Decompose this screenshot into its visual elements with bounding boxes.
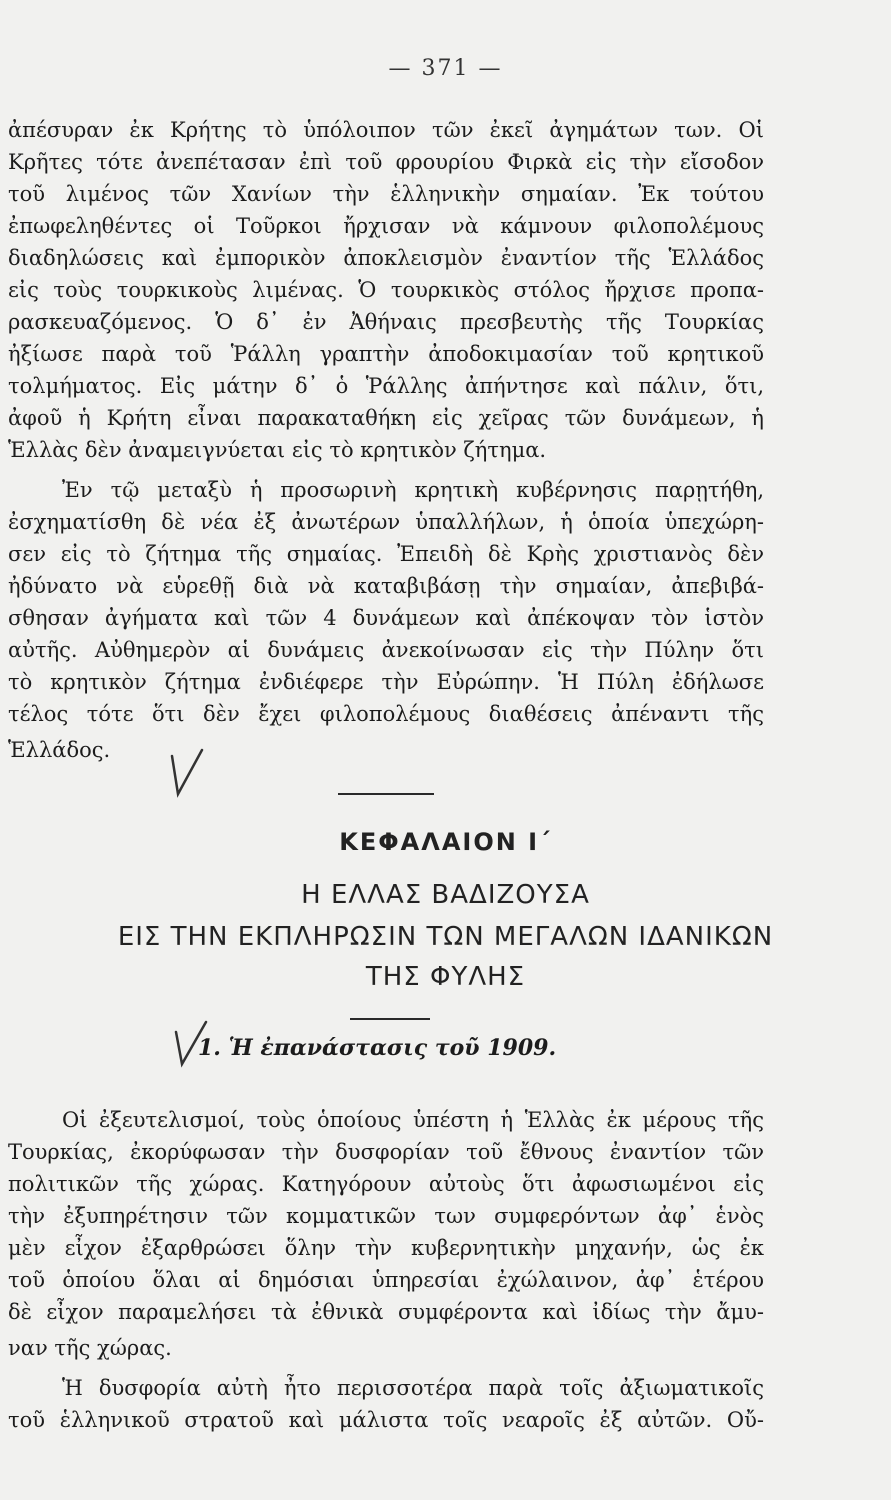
text-line: ἐπωφεληθέντες οἱ Τοῦρκοι ἤρχισαν νὰ κάμνουν φιλοπολέμους bbox=[8, 214, 764, 238]
text-line: Ἑλλὰς δὲν ἀναμειγνύεται εἰς τὸ κρητικὸν ζήτημα. bbox=[8, 438, 547, 462]
chapter-title-line-3: ΤΗΣ ΦΥΛΗΣ bbox=[365, 962, 526, 992]
text-line: ἠδύνατο νὰ εὑρεθῇ διὰ νὰ καταβιβάσῃ τὴν σημαίαν, ἀπεβιβά- bbox=[8, 574, 764, 598]
text-line: Ἐν τῷ μεταξὺ ἡ προσωρινὴ κρητικὴ κυβέρνησις παρῃτήθη, bbox=[62, 478, 764, 502]
text-line: διαδηλώσεις καὶ ἐμπορικὸν ἀποκλεισμὸν ἐναντίον τῆς Ἑλλάδος bbox=[8, 246, 764, 270]
text-line: εἰς τοὺς τουρκικοὺς λιμένας. Ὁ τουρκικὸς στόλος ἤρχισε προπα- bbox=[8, 278, 764, 302]
text-line: ναν τῆς χώρας. bbox=[8, 1336, 172, 1360]
text-line: Οἱ ἐξευτελισμοί, τοὺς ὁποίους ὑπέστη ἡ Ἑλλὰς ἐκ μέρους τῆς bbox=[62, 1108, 764, 1132]
divider bbox=[350, 1018, 430, 1020]
text-line: Κρῆτες τότε ἀνεπέτασαν ἐπὶ τοῦ φρουρίου Φιρκὰ εἰς τὴν εἴσοδον bbox=[8, 150, 764, 174]
handwritten-check-mark-icon bbox=[168, 748, 208, 798]
text-line: μὲν εἶχον ἐξαρθρώσει ὅλην τὴν κυβερνητικὴν μηχανήν, ὡς ἐκ bbox=[8, 1236, 764, 1260]
text-line: τοῦ ἑλληνικοῦ στρατοῦ καὶ μάλιστα τοῖς νεαροῖς ἐξ αὐτῶν. Οὔ- bbox=[8, 1408, 764, 1432]
text-line: ἠξίωσε παρὰ τοῦ Ῥάλλη γραπτὴν ἀποδοκιμασίαν τοῦ κρητικοῦ bbox=[8, 342, 764, 366]
text-line: τὸ κρητικὸν ζήτημα ἐνδιέφερε τὴν Εὐρώπην. Ἡ Πύλη ἐδήλωσε bbox=[8, 670, 764, 694]
text-line: ρασκευαζόμενος. Ὁ δ᾽ ἐν Ἀθήναις πρεσβευτὴς τῆς Τουρκίας bbox=[8, 310, 764, 334]
chapter-label: ΚΕΦΑΛΑΙΟΝ Ι΄ bbox=[339, 828, 552, 856]
text-line: σεν εἰς τὸ ζήτημα τῆς σημαίας. Ἐπειδὴ δὲ Κρὴς χριστιανὸς δὲν bbox=[8, 542, 764, 566]
text-line: ἀφοῦ ἡ Κρήτη εἶναι παρακαταθήκη εἰς χεῖρας τῶν δυνάμεων, ἡ bbox=[8, 406, 764, 430]
text-line: τέλος τότε ὅτι δὲν ἔχει φιλοπολέμους διαθέσεις ἀπέναντι τῆς bbox=[8, 702, 764, 726]
text-line: ἐσχηματίσθη δὲ νέα ἐξ ἀνωτέρων ὑπαλλήλων, ἡ ὁποία ὑπεχώρη- bbox=[8, 510, 764, 534]
divider bbox=[338, 793, 434, 795]
text-line: τοῦ ὁποίου ὅλαι αἱ δημόσιαι ὑπηρεσίαι ἐχώλαινον, ἀφ᾽ ἑτέρου bbox=[8, 1268, 764, 1292]
chapter-title-line-2: ΕΙΣ ΤΗΝ ΕΚΠΛΗΡΩΣΙΝ ΤΩΝ ΜΕΓΑΛΩΝ ΙΔΑΝΙΚΩΝ bbox=[117, 922, 774, 952]
text-line: Τουρκίας, ἐκορύφωσαν τὴν δυσφορίαν τοῦ ἔθνους ἐναντίον τῶν bbox=[8, 1140, 764, 1164]
page-number: — 371 — bbox=[388, 56, 503, 81]
text-line: σθησαν ἀγήματα καὶ τῶν 4 δυνάμεων καὶ ἀπέκοψαν τὸν ἱστὸν bbox=[8, 606, 764, 630]
text-line: τὴν ἐξυπηρέτησιν τῶν κομματικῶν των συμφερόντων ἀφ᾽ ἑνὸς bbox=[8, 1204, 764, 1228]
chapter-title-line-1: Η ΕΛΛΑΣ ΒΑΔΙΖΟΥΣΑ bbox=[301, 880, 590, 910]
text-line: Ἡ δυσφορία αὐτὴ ἦτο περισσοτέρα παρὰ τοῖς ἀξιωματικοῖς bbox=[62, 1376, 764, 1400]
text-line: πολιτικῶν τῆς χώρας. Κατηγόρουν αὐτοὺς ὅτι ἀφωσιωμένοι εἰς bbox=[8, 1172, 764, 1196]
text-line: δὲ εἶχον παραμελήσει τὰ ἐθνικὰ συμφέροντα καὶ ἰδίως τὴν ἄμυ- bbox=[8, 1300, 764, 1324]
text-line: Ἑλλάδος. bbox=[8, 738, 111, 762]
text-line: τολμήματος. Εἰς μάτην δ᾽ ὁ Ῥάλλης ἀπήντησε καὶ πάλιν, ὅτι, bbox=[8, 374, 764, 398]
text-line: ἀπέσυραν ἐκ Κρήτης τὸ ὑπόλοιπον τῶν ἐκεῖ ἀγημάτων των. Οἱ bbox=[8, 118, 764, 142]
section-title: 1. Ἡ ἐπανάστασις τοῦ 1909. bbox=[198, 1035, 557, 1061]
text-line: αὐτῆς. Αὐθημερὸν αἱ δυνάμεις ἀνεκοίνωσαν εἰς τὴν Πύλην ὅτι bbox=[8, 638, 764, 662]
text-line: τοῦ λιμένος τῶν Χανίων τὴν ἑλληνικὴν σημαίαν. Ἐκ τούτου bbox=[8, 182, 764, 206]
